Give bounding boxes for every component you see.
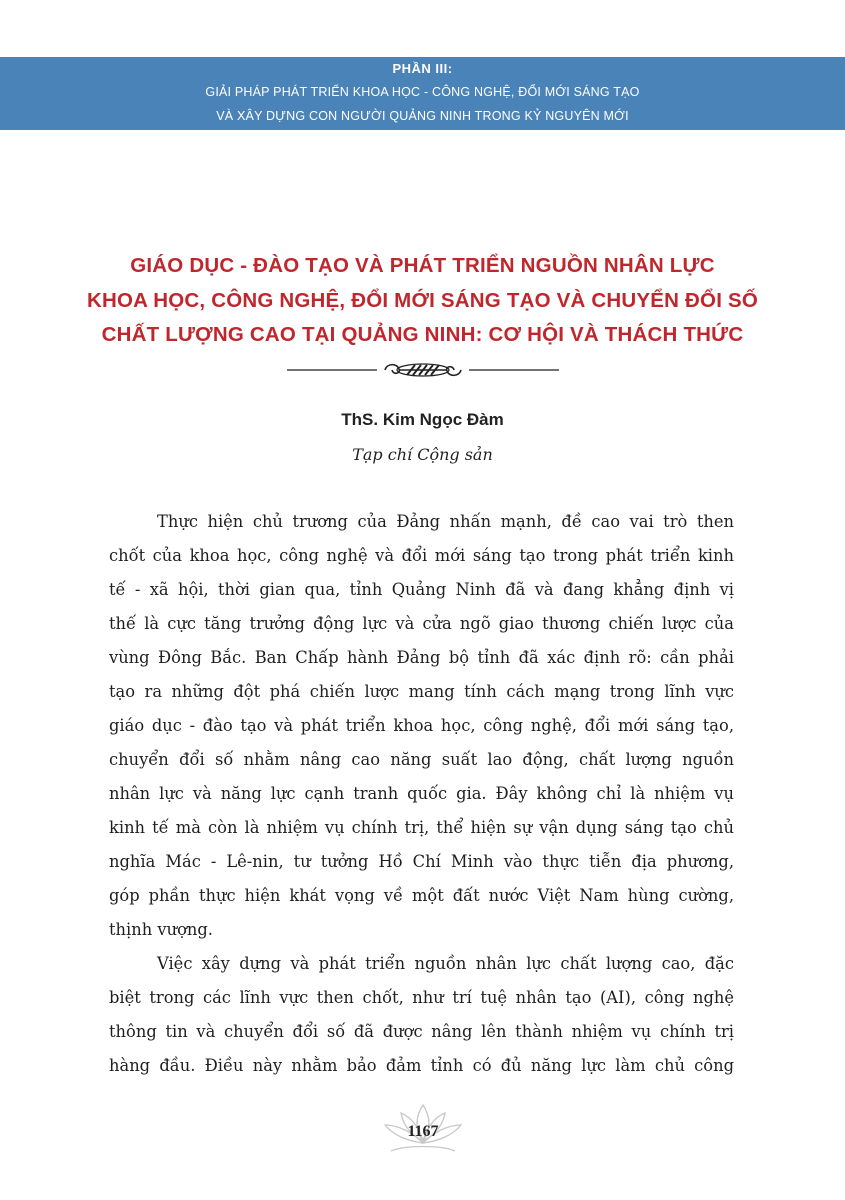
body-line: chuyển đổi số nhằm nâng cao năng suất lao động, chất lượng nguồn	[109, 750, 734, 769]
body-line: nghĩa Mác - Lê-nin, tư tưởng Hồ Chí Minh vào thực tiễn địa phương,	[109, 852, 734, 871]
section-header-band	[0, 57, 845, 130]
body-line: biệt trong các lĩnh vực then chốt, như trí tuệ nhân tạo (AI), công nghệ	[109, 988, 734, 1007]
page-number: 1167	[407, 1123, 439, 1140]
body-line: tạo ra những đột phá chiến lược mang tính cách mạng trong lĩnh vực	[109, 682, 734, 701]
article-title-line-1: GIÁO DỤC - ĐÀO TẠO VÀ PHÁT TRIỂN NGUỒN NHÂN LỰC	[130, 254, 715, 277]
article-title-line-2: KHOA HỌC, CÔNG NGHỆ, ĐỔI MỚI SÁNG TẠO VÀ CHUYỂN ĐỔI SỐ	[86, 289, 759, 312]
body-line: góp phần thực hiện khát vọng về một đất nước Việt Nam hùng cường,	[109, 886, 734, 905]
body-line: Việc xây dựng và phát triển nguồn nhân lực chất lượng cao, đặc	[157, 954, 734, 973]
article-title-line-3: CHẤT LƯỢNG CAO TẠI QUẢNG NINH: CƠ HỘI VÀ THÁCH THỨC	[101, 323, 744, 346]
flourish-divider-icon	[287, 360, 559, 380]
author-name: ThS. Kim Ngọc Đàm	[341, 410, 504, 429]
body-line: nhân lực và năng lực cạnh tranh quốc gia. Đây không chỉ là nhiệm vụ	[109, 784, 734, 803]
body-line: kinh tế mà còn là nhiệm vụ chính trị, thể hiện sự vận dụng sáng tạo chủ	[109, 818, 734, 837]
body-line: giáo dục - đào tạo và phát triển khoa học, công nghệ, đổi mới sáng tạo,	[109, 716, 734, 735]
section-subtitle-line-1: GIẢI PHÁP PHÁT TRIỂN KHOA HỌC - CÔNG NGHỆ, ĐỔI MỚI SÁNG TẠO	[205, 85, 640, 99]
body-line: Thực hiện chủ trương của Đảng nhấn mạnh, đề cao vai trò then	[157, 512, 734, 531]
body-line: thế là cực tăng trưởng động lực và cửa ngõ giao thương chiến lược của	[109, 614, 734, 633]
section-subtitle-line-2: VÀ XÂY DỰNG CON NGƯỜI QUẢNG NINH TRONG KỶ NGUYÊN MỚI	[216, 109, 629, 123]
body-line: chốt của khoa học, công nghệ và đổi mới sáng tạo trong phát triển kinh	[109, 546, 734, 565]
body-line: thông tin và chuyển đổi số đã được nâng lên thành nhiệm vụ chính trị	[109, 1022, 734, 1041]
section-part-label: PHẦN III:	[392, 61, 453, 76]
body-line: thịnh vượng.	[109, 920, 213, 939]
body-line: tế - xã hội, thời gian qua, tỉnh Quảng Ninh đã và đang khẳng định vị	[109, 580, 734, 599]
body-line: hàng đầu. Điều này nhằm bảo đảm tỉnh có đủ năng lực làm chủ công	[109, 1056, 734, 1075]
body-line: vùng Đông Bắc. Ban Chấp hành Đảng bộ tỉnh đã xác định rõ: cần phải	[109, 648, 734, 667]
author-affiliation: Tạp chí Cộng sản	[352, 445, 493, 464]
